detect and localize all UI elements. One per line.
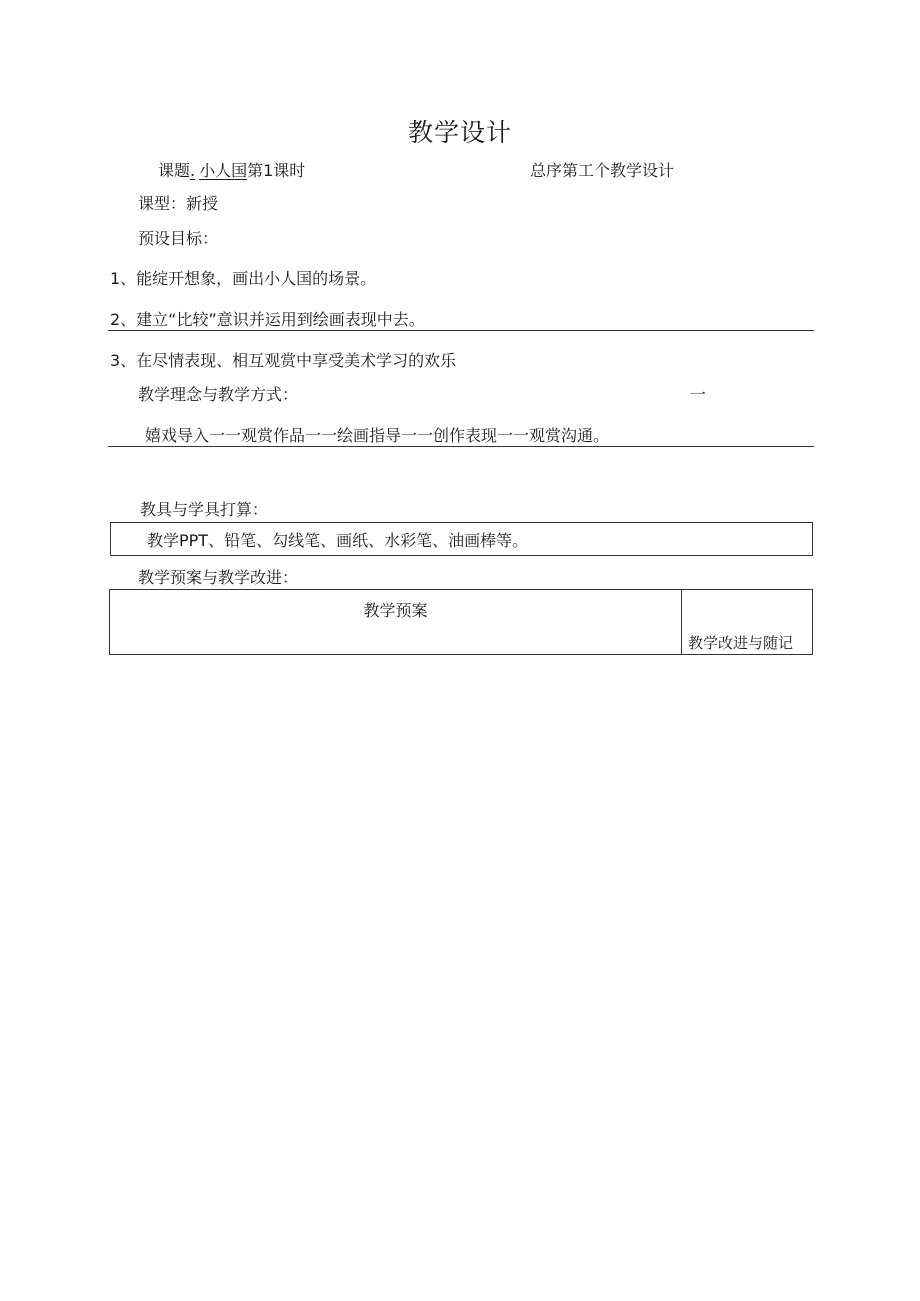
rule-line (108, 330, 814, 331)
method-flow: 嬉戏导入一一观赏作品一一绘画指导一一创作表现一一观赏沟通。 (145, 426, 610, 445)
table-divider (681, 590, 682, 654)
goal-item-1: 1、能绽开想象，画出小人国的场景。 (110, 269, 377, 288)
tools-box (110, 522, 813, 556)
topic-label: 课题 (158, 161, 191, 180)
goal-item-2: 2、建立“比较”意识并运用到绘画表现中去。 (110, 310, 425, 329)
serial-number: 总序第工个教学设计 (530, 161, 675, 180)
topic-line (158, 160, 305, 182)
method-dash: 一 (690, 385, 707, 404)
tools-text: 教学PPT、铅笔、勾线笔、画纸、水彩笔、油画棒等。 (147, 531, 529, 550)
lesson-type: 课型：新授 (138, 194, 219, 213)
goals-label: 预设目标： (138, 229, 219, 248)
page-title: 教学设计 (407, 118, 512, 147)
goal-item-3: 3、在尽情表现、相互观赏中享受美术学习的欢乐 (110, 351, 457, 370)
topic-dot: . (190, 161, 196, 180)
rule-line (108, 446, 814, 447)
table-header-notes: 教学改进与随记 (688, 634, 794, 652)
table-header-plan: 教学预案 (363, 601, 428, 620)
tools-label: 教具与学具打算： (140, 500, 269, 519)
topic-name: 小人国 (199, 161, 248, 180)
topic-session: 第1课时 (247, 161, 306, 180)
plan-label: 教学预案与教学改进： (138, 568, 299, 587)
plan-table (109, 589, 813, 655)
method-label: 教学理念与教学方式： (138, 385, 299, 404)
